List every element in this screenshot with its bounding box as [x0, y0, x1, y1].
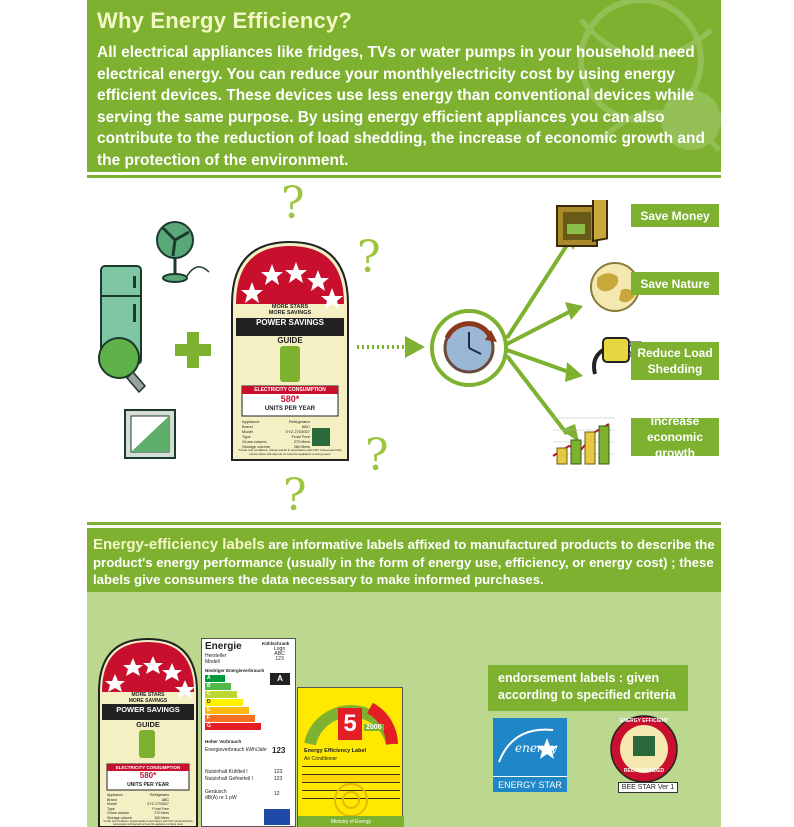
eu-label-line1: Energieverbrauch kWh/Jahr [205, 747, 267, 753]
eu-label-high: Hoher Verbrauch [205, 739, 242, 744]
psg-small-consumption-header: ELECTRICITY CONSUMPTION [115, 765, 181, 770]
eu-label-val4: 12 [274, 791, 280, 797]
eu-label-val1: 123 [272, 746, 286, 755]
labels-intro-body: are informative labels affixed to manufactured products to describe the product's energy performance (usually in the form of energy use, efficiency, or energy cost) ; these labels give consumers the data necessary to make informed purchases. [93, 537, 715, 587]
svg-text:energy: energy [515, 741, 558, 755]
psg-small-title-2: GUIDE [136, 720, 160, 729]
thai-label-ministry: Ministry of Energy [298, 816, 404, 827]
labels-intro-band [87, 528, 721, 592]
divider [87, 522, 721, 525]
psg-consumption-value: 580* [280, 394, 300, 404]
benefit-save-money: Save Money [631, 204, 719, 227]
psg-more-savings: MORE SAVINGS [268, 310, 312, 316]
eu-label-val3: 123 [274, 776, 283, 782]
thai-label-year: 2006 [366, 724, 382, 731]
eu-label-title: Energie [205, 641, 242, 652]
psg-small-more-savings: MORE SAVINGS [128, 698, 168, 704]
power-savings-guide-label [230, 238, 350, 462]
psg-small-details-table: Appliance Refrigerator Brand ABC Model XYZ 2703007 Type Frost Free Gross volume 270 liters Storage volume 260 liters [107, 793, 169, 820]
question-mark-icon: ? [357, 232, 381, 283]
psg-small-more-stars: MORE STARS [131, 692, 165, 698]
clock-icon [429, 308, 509, 388]
energy-star-text: ENERGY STAR [493, 776, 567, 792]
benefit-reduce-load-shedding: Reduce Load Shedding [631, 342, 719, 380]
bee-star-bottom-text: RECOMMENDED [623, 768, 665, 774]
power-savings-guide-label-small [97, 636, 199, 827]
bee-star-caption: BEE STAR Ver 1 [618, 782, 678, 793]
psg-small-consumption-unit: UNITS PER YEAR [127, 782, 169, 788]
psg-footnote: *Under test conditions, Actual results in accordance with ISO. Actual electricity consumption will depend on how the appliance is being used. [238, 448, 342, 456]
economic-growth-icon [549, 408, 619, 468]
eu-label-maker: Hersteller [205, 653, 227, 659]
thai-label-number: 5 [343, 710, 357, 737]
fan-icon [157, 222, 209, 282]
psg-small-title-1: POWER SAVINGS [116, 705, 180, 714]
eu-label-rating: A [270, 673, 290, 685]
psg-small-footnote: *Under test conditions, Actual results in accordance with ISO. Actual electricity consumption will depend on how the appliance is being used. [103, 820, 193, 826]
safe-money-icon [553, 200, 609, 252]
arrow-right-icon [357, 332, 427, 362]
eu-label-logo: Logo ABC 123 [274, 646, 286, 662]
intro-body: All electrical appliances like fridges, TVs or water pumps in your household need electrical energy. You can reduce your monthlyelectricity cost by using energy efficient devices. These devices use less energy than conventional devices while serving the same purpose. By using energy efficient appliances you can also contribute to the reduction of load shedding, the increase of economic growth and the protection of the environment. [97, 44, 705, 169]
benefit-save-nature: Save Nature [631, 272, 719, 295]
eu-label-line5: dB(A) re 1 pW [205, 795, 237, 801]
eu-label-line4: Geräusch [205, 789, 227, 795]
psg-more-stars: MORE STARS [271, 304, 309, 310]
labels-intro-lead: Energy-efficiency labels [93, 536, 265, 553]
benefit-increase-economic-growth: Increase economic growth [631, 418, 719, 456]
infographic [87, 180, 721, 520]
eu-label-val2: 123 [274, 769, 283, 775]
question-mark-icon: ? [283, 470, 307, 521]
labels-intro-text [93, 536, 717, 589]
endorsement-caption: endorsement labels : given according to specified criteria [488, 665, 688, 711]
divider [87, 175, 721, 178]
intro-section [87, 0, 721, 172]
psg-title-1: POWER SAVINGS [256, 318, 324, 327]
question-mark-icon: ? [365, 430, 389, 481]
eu-label-line3: Nutzinhalt Gefrierteil l [205, 776, 253, 782]
intro-title: Why Energy Efficiency? [97, 8, 353, 33]
eu-label-low: Niedriger Energieverbrauch [205, 668, 265, 673]
psg-title-2: GUIDE [277, 336, 303, 345]
television-icon [125, 410, 175, 458]
psg-small-consumption-value: 580* [139, 771, 157, 780]
energy-star-logo [493, 718, 567, 792]
energy-star-icon [493, 718, 567, 778]
thai-energy-label [297, 687, 403, 827]
eu-label-type: Kühlschrank [262, 641, 290, 646]
thai-label-title: Energy Efficiency Label [304, 748, 367, 754]
question-mark-icon: ? [281, 178, 305, 229]
eu-flag-icon [264, 809, 290, 825]
psg-details-table: Appliance Refrigerator Brand ABC Model XYZ 2703007 Type Frost Free Gross volume 270 liters Storage volume 260 liters [242, 419, 310, 449]
plus-icon [173, 330, 213, 370]
eu-energy-label [201, 638, 296, 827]
eu-label-line2: Nutzinhalt Kühlteil l [205, 769, 248, 775]
eu-label-model: Modell [205, 659, 220, 665]
eu-label-scale: A B C D E F G [205, 675, 261, 730]
thai-label-subtitle: Air Conditioner [304, 756, 338, 762]
psg-consumption-unit: UNITS PER YEAR [264, 406, 316, 412]
thai-label-watermark [328, 780, 374, 820]
bee-star-top-text: ENERGY EFFICIENT [619, 718, 669, 724]
psg-consumption-header: ELECTRICITY CONSUMPTION [254, 387, 326, 393]
labels-section [87, 528, 721, 827]
